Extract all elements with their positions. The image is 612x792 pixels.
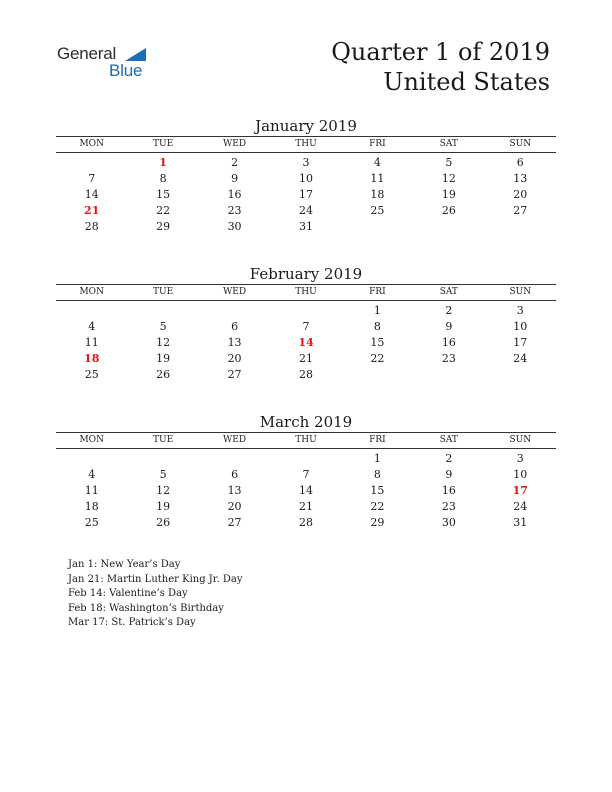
- holiday-day-cell: 14: [298, 336, 314, 349]
- page-subtitle: United States: [383, 68, 550, 96]
- day-cell: 27: [513, 204, 528, 217]
- day-cell: 2: [445, 452, 453, 465]
- day-cell: 2: [445, 304, 453, 317]
- day-cell: 18: [84, 500, 99, 513]
- holiday-list: [68, 558, 242, 631]
- day-cell: 15: [370, 484, 385, 497]
- day-cell: 20: [227, 352, 242, 365]
- weekday-header: THU: [295, 139, 317, 149]
- day-cell: 24: [513, 352, 528, 365]
- day-cell: 4: [88, 468, 96, 481]
- day-cell: 20: [513, 188, 528, 201]
- week-row: [56, 219, 556, 235]
- day-cell: 3: [516, 452, 524, 465]
- week-row: [56, 171, 556, 187]
- day-cell: 6: [231, 320, 239, 333]
- day-cell: 8: [373, 320, 381, 333]
- week-row: [56, 483, 556, 499]
- day-cell: 6: [231, 468, 239, 481]
- day-cell: 30: [227, 220, 242, 233]
- day-cell: 12: [441, 172, 456, 185]
- week-row: [56, 467, 556, 483]
- day-cell: 10: [513, 320, 528, 333]
- empty-day-cell: [342, 219, 413, 235]
- empty-day-cell: [56, 155, 127, 171]
- day-cell: 13: [513, 172, 528, 185]
- weekday-header: FRI: [369, 139, 386, 149]
- month-calendar-march: [56, 412, 556, 531]
- day-cell: 9: [445, 468, 453, 481]
- weekday-header-row: [56, 284, 556, 301]
- empty-day-cell: [485, 219, 556, 235]
- day-cell: 15: [370, 336, 385, 349]
- day-cell: 23: [441, 500, 456, 513]
- day-cell: 7: [302, 320, 310, 333]
- week-row: [56, 367, 556, 383]
- day-cell: 10: [298, 172, 313, 185]
- day-cell: 22: [370, 500, 385, 513]
- day-cell: 31: [298, 220, 313, 233]
- weekday-header: SAT: [439, 287, 458, 297]
- week-row: [56, 155, 556, 171]
- weekday-header: SAT: [439, 435, 458, 445]
- day-cell: 26: [441, 204, 456, 217]
- month-name: March 2019: [259, 413, 353, 431]
- day-cell: 1: [373, 452, 381, 465]
- day-cell: 17: [513, 336, 528, 349]
- day-cell: 14: [298, 484, 313, 497]
- week-row: [56, 499, 556, 515]
- empty-day-cell: [127, 451, 198, 467]
- holiday-list-item: Feb 14: Valentine’s Day: [68, 588, 188, 599]
- day-cell: 11: [370, 172, 385, 185]
- week-row: [56, 319, 556, 335]
- empty-day-cell: [199, 451, 270, 467]
- weekday-header: TUE: [153, 139, 174, 149]
- day-cell: 17: [298, 188, 313, 201]
- day-cell: 15: [156, 188, 171, 201]
- day-cell: 22: [156, 204, 171, 217]
- day-cell: 25: [84, 516, 99, 529]
- empty-day-cell: [342, 367, 413, 383]
- day-cell: 2: [231, 156, 239, 169]
- day-cell: 12: [156, 484, 171, 497]
- weekday-header: MON: [79, 139, 104, 149]
- day-cell: 1: [373, 304, 381, 317]
- day-cell: 31: [513, 516, 528, 529]
- weekday-header: THU: [295, 435, 317, 445]
- day-cell: 24: [298, 204, 313, 217]
- weekday-header: SUN: [509, 139, 532, 149]
- holiday-list-item: Feb 18: Washington’s Birthday: [68, 602, 224, 614]
- day-cell: 10: [513, 468, 528, 481]
- weekday-header: THU: [295, 287, 317, 297]
- day-cell: 21: [298, 352, 313, 365]
- day-cell: 16: [441, 336, 456, 349]
- day-cell: 24: [513, 500, 528, 513]
- empty-day-cell: [270, 451, 341, 467]
- day-cell: 8: [373, 468, 381, 481]
- holiday-list-item: Mar 17: St. Patrick’s Day: [68, 617, 196, 628]
- empty-day-cell: [56, 303, 127, 319]
- day-cell: 27: [227, 516, 242, 529]
- day-cell: 5: [159, 320, 167, 333]
- day-cell: 16: [441, 484, 456, 497]
- week-row: [56, 303, 556, 319]
- weekday-header: TUE: [153, 435, 174, 445]
- day-cell: 29: [156, 220, 171, 233]
- day-cell: 19: [156, 352, 171, 365]
- day-cell: 29: [370, 516, 385, 529]
- holiday-list-item: Jan 1: New Year’s Day: [68, 559, 181, 570]
- weekday-header: MON: [79, 287, 104, 297]
- day-cell: 9: [231, 172, 239, 185]
- day-cell: 18: [370, 188, 385, 201]
- empty-day-cell: [413, 367, 484, 383]
- week-row: [56, 351, 556, 367]
- weekday-header: FRI: [369, 287, 386, 297]
- day-cell: 23: [227, 204, 242, 217]
- weekday-header: WED: [223, 139, 247, 149]
- weekday-header: WED: [223, 287, 247, 297]
- day-cell: 19: [156, 500, 171, 513]
- day-cell: 22: [370, 352, 385, 365]
- empty-day-cell: [199, 303, 270, 319]
- day-cell: 4: [373, 156, 381, 169]
- day-cell: 5: [159, 468, 167, 481]
- day-cell: 12: [156, 336, 171, 349]
- week-row: [56, 203, 556, 219]
- empty-day-cell: [485, 367, 556, 383]
- day-cell: 19: [441, 188, 456, 201]
- page-title: Quarter 1 of 2019: [331, 38, 550, 66]
- day-cell: 9: [445, 320, 453, 333]
- weekday-header-row: [56, 136, 556, 153]
- day-cell: 13: [227, 484, 242, 497]
- day-cell: 16: [227, 188, 242, 201]
- day-cell: 28: [298, 516, 313, 529]
- day-cell: 3: [302, 156, 310, 169]
- day-cell: 3: [516, 304, 524, 317]
- day-cell: 25: [84, 368, 99, 381]
- day-cell: 27: [227, 368, 242, 381]
- month-name: January 2019: [255, 117, 357, 135]
- month-calendar-february: [56, 264, 556, 383]
- day-cell: 26: [156, 368, 171, 381]
- day-cell: 25: [370, 204, 385, 217]
- weekday-header: TUE: [153, 287, 174, 297]
- week-row: [56, 187, 556, 203]
- day-cell: 8: [159, 172, 167, 185]
- empty-day-cell: [127, 303, 198, 319]
- day-cell: 28: [84, 220, 99, 233]
- weekday-header: SAT: [439, 139, 458, 149]
- day-cell: 30: [441, 516, 456, 529]
- week-row: [56, 515, 556, 531]
- weekday-header: SUN: [509, 435, 532, 445]
- month-name: February 2019: [249, 265, 363, 283]
- logo-general-text: General: [57, 44, 117, 63]
- weekday-header: WED: [223, 435, 247, 445]
- day-cell: 26: [156, 516, 171, 529]
- holiday-day-cell: 21: [84, 204, 100, 217]
- holiday-day-cell: 17: [512, 484, 528, 497]
- empty-day-cell: [413, 219, 484, 235]
- day-cell: 11: [84, 484, 99, 497]
- holiday-day-cell: 1: [159, 156, 167, 169]
- day-cell: 20: [227, 500, 242, 513]
- day-cell: 21: [298, 500, 313, 513]
- day-cell: 4: [88, 320, 96, 333]
- logo-blue-text: Blue: [109, 61, 143, 80]
- day-cell: 7: [302, 468, 310, 481]
- weekday-header: SUN: [509, 287, 532, 297]
- day-cell: 14: [84, 188, 99, 201]
- empty-day-cell: [56, 451, 127, 467]
- holiday-list-item: Jan 21: Martin Luther King Jr. Day: [68, 573, 243, 585]
- weekday-header: FRI: [369, 435, 386, 445]
- empty-day-cell: [270, 303, 341, 319]
- generalblue-logo: [57, 44, 157, 80]
- day-cell: 7: [88, 172, 96, 185]
- day-cell: 5: [445, 156, 453, 169]
- week-row: [56, 451, 556, 467]
- month-calendar-january: [56, 116, 556, 235]
- day-cell: 13: [227, 336, 242, 349]
- day-cell: 6: [516, 156, 524, 169]
- logo-triangle-icon: [125, 48, 146, 61]
- day-cell: 11: [84, 336, 99, 349]
- weekday-header-row: [56, 432, 556, 449]
- week-row: [56, 335, 556, 351]
- holiday-day-cell: 18: [84, 352, 100, 365]
- weekday-header: MON: [79, 435, 104, 445]
- day-cell: 28: [298, 368, 313, 381]
- day-cell: 23: [441, 352, 456, 365]
